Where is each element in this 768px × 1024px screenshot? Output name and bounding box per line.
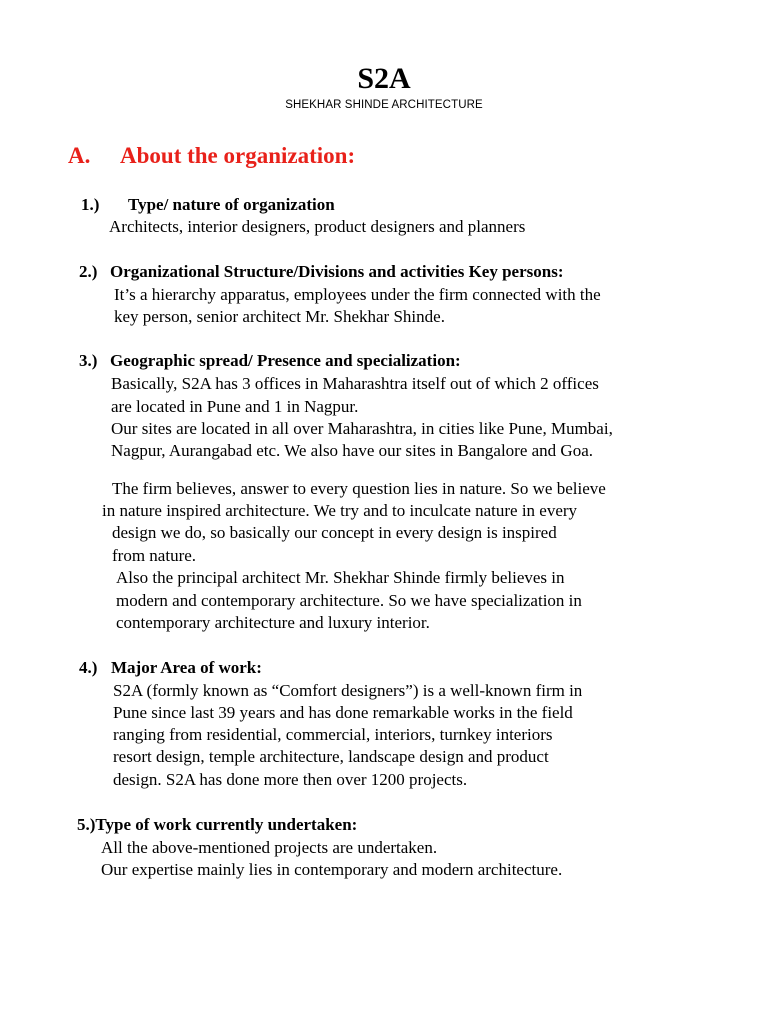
item-4-line-1: S2A (formly known as “Comfort designers”) is a well-known firm in xyxy=(113,681,583,700)
item-3-paragraph-line-2: in nature inspired architecture. We try and to inculcate nature in every xyxy=(102,501,578,520)
item-2-line-1: It’s a hierarchy apparatus, employees under the firm connected with the xyxy=(114,285,601,304)
item-4-title: Major Area of work: xyxy=(111,658,262,677)
item-1-line-1: Architects, interior designers, product designers and planners xyxy=(109,217,526,236)
item-3-line-3: Our sites are located in all over Maharashtra, in cities like Pune, Mumbai, xyxy=(111,419,613,438)
document-subtitle: SHEKHAR SHINDE ARCHITECTURE xyxy=(285,99,483,111)
item-4-line-3: ranging from residential, commercial, interiors, turnkey interiors xyxy=(113,725,553,744)
item-4-number: 4.) xyxy=(79,658,98,677)
item-2-line-2: key person, senior architect Mr. Shekhar Shinde. xyxy=(114,307,445,326)
item-4-heading xyxy=(79,657,262,679)
document-title: S2A xyxy=(357,62,411,95)
item-1-title: Type/ nature of organization xyxy=(128,195,335,214)
item-3-paragraph-line-4: from nature. xyxy=(112,546,197,565)
item-4-line-2: Pune since last 39 years and has done remarkable works in the field xyxy=(113,703,573,722)
item-3-paragraph-line-7: contemporary architecture and luxury interior. xyxy=(116,613,430,632)
item-3-paragraph-line-1: The firm believes, answer to every question lies in nature. So we believe xyxy=(112,479,606,498)
section-title: About the organization: xyxy=(120,143,356,168)
item-5-heading xyxy=(77,814,357,836)
item-3-title: Geographic spread/ Presence and specialization: xyxy=(110,351,461,370)
item-3-line-2: are located in Pune and 1 in Nagpur. xyxy=(111,397,359,416)
item-3-heading xyxy=(79,350,461,372)
section-letter: A. xyxy=(68,143,91,168)
item-3-paragraph-line-5: Also the principal architect Mr. Shekhar Shinde firmly believes in xyxy=(116,568,565,587)
item-3-paragraph-line-3: design we do, so basically our concept in every design is inspired xyxy=(112,523,557,542)
item-5-line-2: Our expertise mainly lies in contemporary and modern architecture. xyxy=(101,860,563,879)
item-3-number: 3.) xyxy=(79,351,98,370)
item-2-title: Organizational Structure/Divisions and activities Key persons: xyxy=(110,262,564,281)
item-3-line-1: Basically, S2A has 3 offices in Maharashtra itself out of which 2 offices xyxy=(111,374,599,393)
item-5-title: Type of work currently undertaken: xyxy=(95,815,358,834)
item-4-line-4: resort design, temple architecture, landscape design and product xyxy=(113,747,549,766)
item-4-line-5: design. S2A has done more then over 1200 projects. xyxy=(113,770,468,789)
item-1-heading xyxy=(81,194,335,216)
item-2-heading xyxy=(79,261,564,283)
item-2-number: 2.) xyxy=(79,262,98,281)
section-heading xyxy=(68,142,355,170)
item-5-line-1: All the above-mentioned projects are undertaken. xyxy=(101,838,438,857)
item-3-line-4: Nagpur, Aurangabad etc. We also have our sites in Bangalore and Goa. xyxy=(111,441,593,460)
item-5-number: 5.) xyxy=(77,815,96,834)
item-3-paragraph-line-6: modern and contemporary architecture. So we have specialization in xyxy=(116,591,582,610)
item-1-number: 1.) xyxy=(81,195,100,214)
